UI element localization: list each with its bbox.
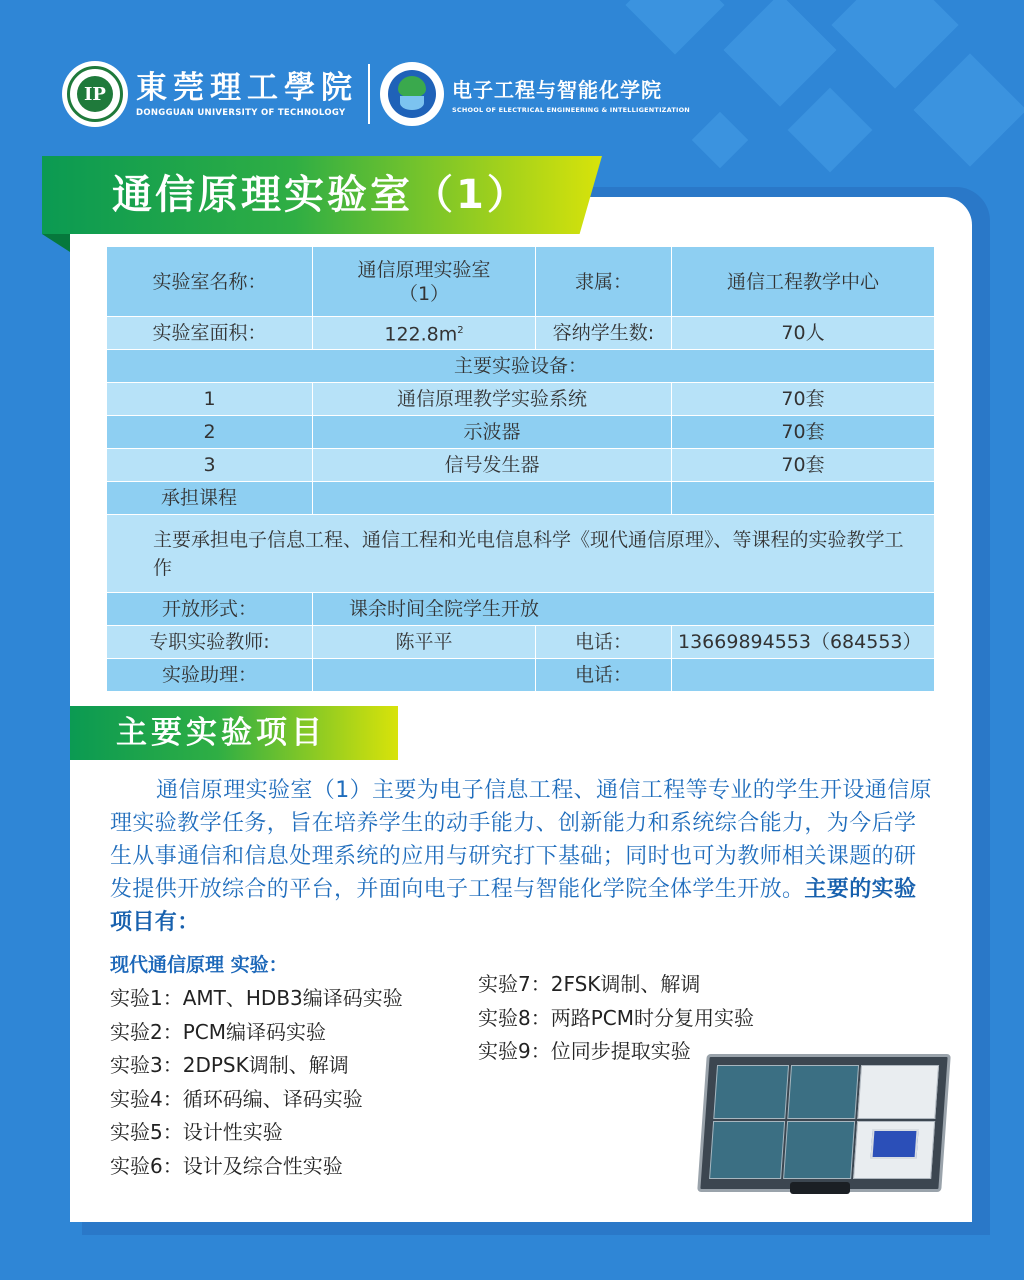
assistant-phone-label: 电话： — [536, 659, 672, 692]
table-row — [107, 317, 935, 350]
teacher-value: 陈平平 — [313, 626, 536, 659]
intro-text: 通信原理实验室（1）主要为电子信息工程、通信工程等专业的学生开设通信原理实验教学任务，旨在培养学生的动手能力、创新能力和系统综合能力，为今后学生从事通信和信息处理系统的应用与研究打下基础；同时也可为教师相关课题的研发提供开放综合的平台，并面向电子工程与智能化学院全体学生开放。 — [110, 778, 932, 902]
table-row — [107, 482, 935, 515]
experiments-left-column — [110, 952, 470, 1183]
area-value — [313, 317, 536, 350]
open-form-label: 开放形式： — [107, 593, 313, 626]
teacher-phone-label: 电话： — [536, 626, 672, 659]
open-form-value: 课余时间全院学生开放 — [313, 593, 935, 626]
capacity-value: 70人 — [672, 317, 935, 350]
background-decoration — [723, 0, 836, 107]
equipment-no: 2 — [107, 416, 313, 449]
equipment-no: 3 — [107, 449, 313, 482]
table-row — [107, 247, 935, 317]
area-unit-superscript: 2 — [457, 325, 464, 337]
header — [62, 58, 690, 130]
experiment-list — [110, 982, 470, 1183]
affiliation-label: 隶属： — [536, 247, 672, 317]
lab-name-label: 实验室名称： — [107, 247, 313, 317]
equipment-name: 通信原理教学实验系统 — [313, 383, 672, 416]
courses-description: 主要承担电子信息工程、通信工程和光电信息科学《现代通信原理》、等课程的实验教学工作 — [107, 515, 935, 593]
equipment-qty: 70套 — [672, 416, 935, 449]
area-label: 实验室面积： — [107, 317, 313, 350]
table-row — [107, 659, 935, 692]
area-number: 122.8m — [384, 323, 458, 346]
experiments-heading: 现代通信原理 实验： — [110, 954, 288, 976]
background-decoration — [692, 112, 749, 169]
assistant-label: 实验助理： — [107, 659, 313, 692]
university-name-en: DONGGUAN UNIVERSITY OF TECHNOLOGY — [136, 108, 346, 118]
school-name — [452, 74, 690, 114]
courses-empty-cell — [672, 482, 935, 515]
equipment-row — [107, 449, 935, 482]
equipment-name: 示波器 — [313, 416, 672, 449]
school-name-cn: 电子工程与智能化学院 — [452, 78, 662, 102]
lab-name-value-line2: （1） — [398, 282, 450, 305]
table-row — [107, 626, 935, 659]
assistant-phone-value — [672, 659, 935, 692]
school-emblem-icon — [380, 62, 444, 126]
lab-info-table — [106, 246, 935, 692]
lab-name-value-line1: 通信原理实验室 — [357, 258, 491, 281]
courses-label: 承担课程 — [107, 482, 313, 515]
list-item: 实验6：设计及综合性实验 — [110, 1153, 343, 1178]
background-decoration — [626, 0, 725, 54]
teacher-phone-value: 13669894553（684553） — [672, 626, 935, 659]
list-item: 实验3：2DPSK调制、解调 — [110, 1053, 349, 1077]
capacity-label: 容纳学生数: — [536, 317, 672, 350]
courses-empty-cell — [313, 482, 672, 515]
intro-bold-text: 主要的实验项目有： — [110, 877, 917, 935]
equipment-qty: 70套 — [672, 383, 935, 416]
background-decoration — [913, 53, 1024, 166]
equipment-qty: 70套 — [672, 449, 935, 482]
school-name-en: SCHOOL OF ELECTRICAL ENGINEERING & INTELLIGENTIZATION — [452, 106, 690, 114]
lab-title: 通信原理实验室（1） — [112, 172, 530, 218]
list-item: 实验7：2FSK调制、解调 — [478, 972, 701, 996]
header-divider — [368, 64, 370, 124]
lab-name-value — [313, 247, 536, 317]
list-item: 实验4：循环码编、译码实验 — [110, 1086, 363, 1111]
section-title: 主要实验项目 — [116, 715, 326, 751]
list-item: 实验1：AMT、HDB3编译码实验 — [110, 986, 403, 1010]
table-row — [107, 350, 935, 383]
equipment-header: 主要实验设备： — [107, 350, 935, 383]
assistant-value — [313, 659, 536, 692]
background-decoration — [831, 0, 958, 89]
university-name — [136, 70, 358, 118]
list-item: 实验9：位同步提取实验 — [478, 1039, 691, 1063]
experiment-system-photo — [698, 1048, 944, 1198]
list-item: 实验2：PCM编译码实验 — [110, 1019, 327, 1044]
list-item: 实验8：两路PCM时分复用实验 — [478, 1005, 755, 1030]
affiliation-value: 通信工程教学中心 — [672, 247, 935, 317]
equipment-row — [107, 383, 935, 416]
university-name-cn: 東莞理工學院 — [136, 70, 358, 106]
equipment-no: 1 — [107, 383, 313, 416]
dgut-emblem-icon: IP — [62, 61, 128, 127]
background-decoration — [788, 88, 873, 173]
banner-fold — [42, 234, 70, 252]
table-row — [107, 593, 935, 626]
teacher-label: 专职实验教师: — [107, 626, 313, 659]
equipment-row — [107, 416, 935, 449]
equipment-name: 信号发生器 — [313, 449, 672, 482]
table-row — [107, 515, 935, 593]
intro-paragraph — [110, 774, 934, 939]
list-item: 实验5：设计性实验 — [110, 1120, 283, 1144]
